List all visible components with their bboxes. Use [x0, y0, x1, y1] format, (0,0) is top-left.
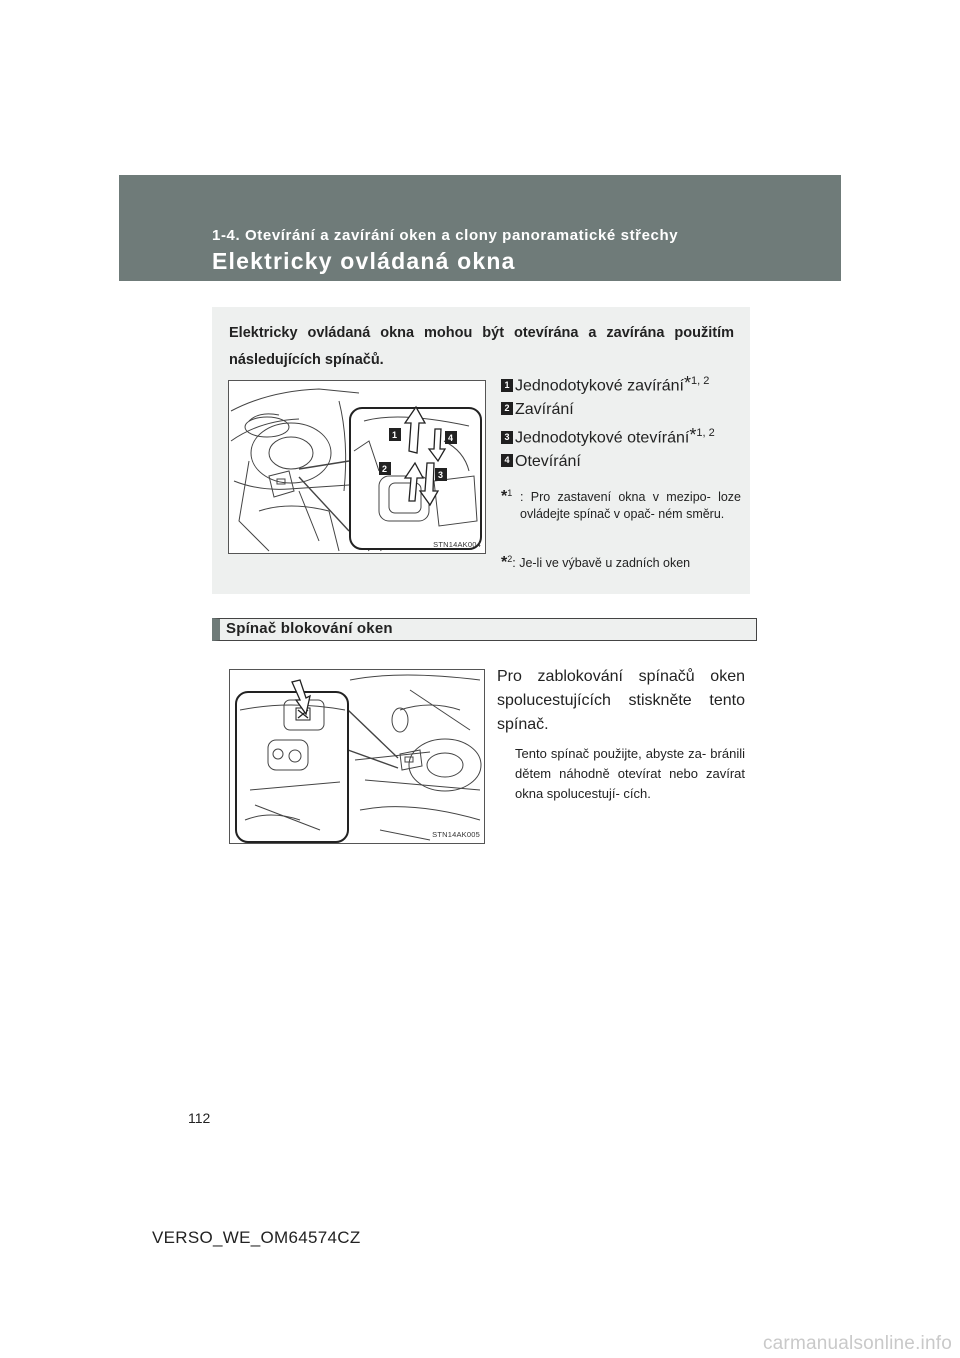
legend-item — [501, 401, 741, 427]
footnote-text: : Je-li ve výbavě u zadních oken — [512, 556, 691, 571]
page-title: Elektricky ovládaná okna — [212, 248, 516, 274]
footnote-1: *$^1$ : Pro zastavení okna v mezipo- loze ovládejte spínač v opač- ném směru. — [501, 488, 741, 522]
svg-text:1: 1 — [392, 430, 398, 440]
legend-label: Otevírání — [515, 453, 581, 470]
callout-number: 4 — [501, 454, 513, 467]
switch-legend — [501, 375, 741, 479]
legend-label: Jednodotykové otevírání — [515, 429, 690, 447]
legend-label: Jednodotykové zavírání — [515, 377, 684, 395]
lock-switch-figure — [229, 669, 485, 844]
section-title: 1-4. Otevírání a zavírání oken a clony panoramatické střechy — [212, 227, 679, 244]
intro-box — [212, 307, 750, 594]
footnote-ref: 1, 2 — [691, 375, 710, 387]
svg-text:2: 2 — [382, 464, 388, 474]
footnote-ref: 1, 2 — [696, 427, 715, 439]
lock-note: Tento spínač použijte, abyste za- bránili dětem náhodně otevírat nebo zavírat okna spolucestují- cích. — [515, 746, 745, 801]
svg-text:4: 4 — [448, 433, 454, 443]
lock-instruction: Pro zablokování spínačů oken spolucestujících stiskněte tento spínač. — [497, 668, 745, 733]
switch-figure — [228, 380, 486, 554]
driver-door-switch-illustration — [229, 381, 485, 553]
window-lock-illustration — [230, 670, 484, 843]
legend-label: Zavírání — [515, 401, 574, 418]
chapter-header — [119, 175, 841, 281]
document-code: VERSO_WE_OM64574CZ — [152, 1228, 361, 1247]
callout-number: 2 — [501, 402, 513, 415]
footnote-text: : Pro zastavení okna v mezipo- loze ovládejte spínač v opač- ném směru. — [520, 490, 741, 522]
svg-text:3: 3 — [438, 470, 444, 480]
footnote-2: *$^2$: Je-li ve výbavě u zadních oken — [501, 554, 691, 572]
callout-number: 3 — [501, 431, 513, 444]
page-number: 112 — [188, 1110, 211, 1126]
legend-item: 3 Jednodotykové otevírání*$^{1, 2}$ — [501, 427, 741, 453]
figure-code: STN14AK005 — [432, 830, 480, 839]
watermark: carmanualsonline.info — [762, 1333, 952, 1354]
figure-code: STN14AK004 — [433, 540, 481, 549]
callout-number: 1 — [501, 379, 513, 392]
intro-text: Elektricky ovládaná okna mohou být otevírána a zavírána použitím následujících spínačů. — [229, 325, 734, 368]
legend-item — [501, 453, 741, 479]
section-heading: Spínač blokování oken — [212, 618, 757, 641]
legend-item: 1 Jednodotykové zavírání*$^{1, 2}$ — [501, 375, 741, 401]
